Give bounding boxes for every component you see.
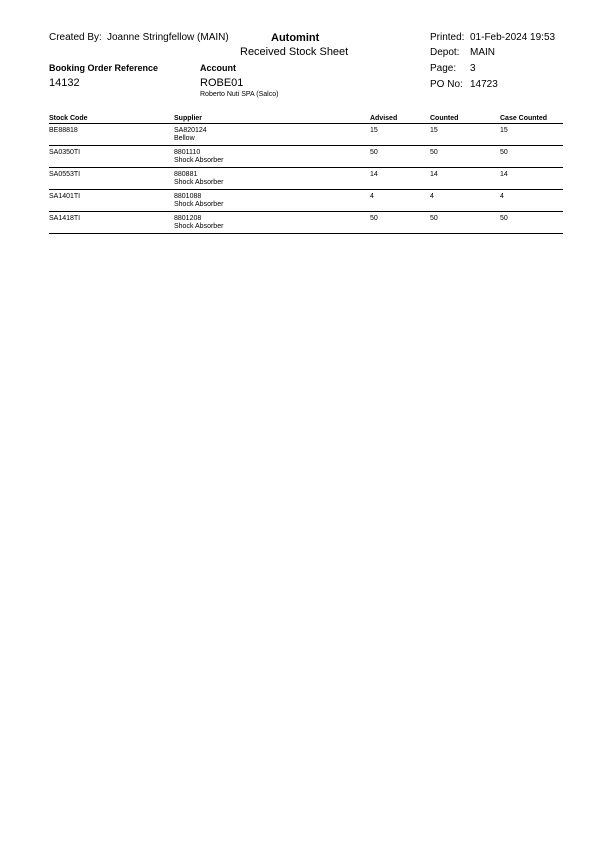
table-row: [49, 146, 563, 168]
stock-code: SA1418TI: [49, 215, 81, 222]
supplier-cell: [174, 215, 223, 231]
advised-qty: 50: [370, 149, 378, 156]
stock-code: SA0350TI: [49, 149, 81, 156]
account-name: Roberto Nuti SPA (Salco): [200, 91, 279, 98]
advised-qty: 50: [370, 215, 378, 222]
po-label: PO No:: [430, 79, 463, 90]
item-description: Bellow: [174, 135, 195, 142]
stock-code: BE88818: [49, 127, 78, 134]
column-header-advised: Advised: [370, 115, 398, 122]
depot-value: MAIN: [470, 47, 495, 58]
supplier-cell: [174, 171, 223, 187]
table-header-row: [49, 113, 563, 124]
case-counted-qty: 50: [500, 215, 508, 222]
stock-code: SA1401TI: [49, 193, 81, 200]
column-header-stock-code: Stock Code: [49, 115, 88, 122]
item-description: Shock Absorber: [174, 223, 224, 230]
depot-label: Depot:: [430, 47, 460, 58]
supplier-code: 8801088: [174, 193, 202, 200]
counted-qty: 50: [430, 149, 438, 156]
booking-ref-label: Booking Order Reference: [49, 63, 159, 73]
supplier-code: 8801110: [174, 149, 201, 156]
column-header-supplier: Supplier: [174, 115, 203, 122]
supplier-cell: [174, 127, 207, 143]
table-row: [49, 124, 563, 146]
po-value: 14723: [470, 79, 498, 90]
account-code: ROBE01: [200, 77, 244, 89]
supplier-cell: [174, 149, 223, 165]
stock-table: [49, 113, 563, 234]
case-counted-qty: 15: [500, 127, 508, 134]
column-header-case-counted: Case Counted: [500, 115, 548, 122]
case-counted-qty: 4: [500, 193, 504, 200]
supplier-code: SA820124: [174, 127, 207, 134]
advised-qty: 4: [370, 193, 374, 200]
counted-qty: 4: [430, 193, 434, 200]
counted-qty: 15: [430, 127, 438, 134]
case-counted-qty: 14: [500, 171, 508, 178]
booking-ref-value: 14132: [49, 77, 80, 89]
item-description: Shock Absorber: [174, 157, 224, 164]
page-value: 3: [470, 63, 476, 74]
item-description: Shock Absorber: [174, 201, 224, 208]
item-description: Shock Absorber: [174, 179, 224, 186]
table-row: [49, 212, 563, 234]
supplier-cell: [174, 193, 223, 209]
table-row: [49, 190, 563, 212]
created-by-value: Joanne Stringfellow (MAIN): [107, 32, 229, 43]
created-by-label: Created By:: [49, 32, 102, 43]
advised-qty: 14: [370, 171, 378, 178]
counted-qty: 50: [430, 215, 438, 222]
advised-qty: 15: [370, 127, 378, 134]
counted-qty: 14: [430, 171, 438, 178]
supplier-code: 880881: [174, 171, 198, 178]
printed-value: 01-Feb-2024 19:53: [470, 32, 556, 43]
stock-code: SA0553TI: [49, 171, 81, 178]
supplier-code: 8801208: [174, 215, 202, 222]
company-name: Automint: [271, 32, 320, 44]
column-header-counted: Counted: [430, 115, 459, 122]
case-counted-qty: 50: [500, 149, 508, 156]
table-row: [49, 168, 563, 190]
page-label: Page:: [430, 63, 457, 74]
printed-label: Printed:: [430, 32, 465, 43]
account-label: Account: [200, 63, 236, 73]
report-title: Received Stock Sheet: [240, 46, 349, 58]
